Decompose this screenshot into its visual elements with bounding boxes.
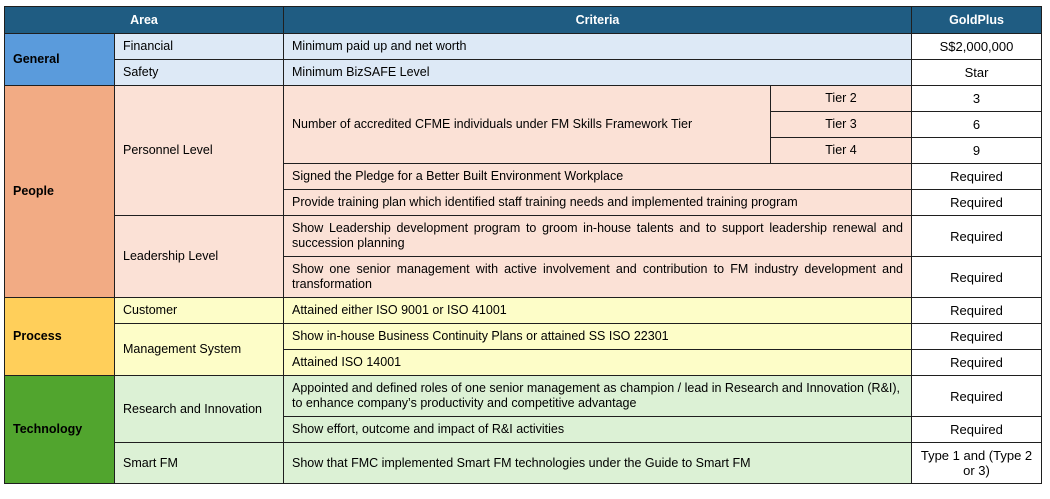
- value-customer: Required: [912, 298, 1042, 324]
- value-effort: Required: [912, 417, 1042, 443]
- sub-area-personnel: Personnel Level: [115, 86, 284, 216]
- sub-area-research: Research and Innovation: [115, 376, 284, 443]
- table-row: [5, 86, 1042, 112]
- area-people: People: [5, 86, 115, 298]
- tier-label: Tier 3: [771, 112, 912, 138]
- header-area: Area: [5, 7, 284, 34]
- value-safety: Star: [912, 60, 1042, 86]
- value-financial: S$2,000,000: [912, 34, 1042, 60]
- sub-area-customer: Customer: [115, 298, 284, 324]
- table-row: [5, 34, 1042, 60]
- criteria-effort: Show effort, outcome and impact of R&I activities: [284, 417, 912, 443]
- table-row: [5, 443, 1042, 484]
- criteria-customer: Attained either ISO 9001 or ISO 41001: [284, 298, 912, 324]
- criteria-leadership-involvement: Show one senior management with active involvement and contribution to FM industry development and transformation: [284, 257, 912, 298]
- sub-area-leadership: Leadership Level: [115, 216, 284, 298]
- criteria-champion: Appointed and defined roles of one senior management as champion / lead in Research and Innovation (R&I), to enhance company’s productivity and competitive advantage: [284, 376, 912, 417]
- criteria-leadership-program: Show Leadership development program to groom in-house talents and to support leadership renewal and succession planning: [284, 216, 912, 257]
- criteria-financial: Minimum paid up and net worth: [284, 34, 912, 60]
- value-leadership-involvement: Required: [912, 257, 1042, 298]
- criteria-bcp: Show in-house Business Continuity Plans or attained SS ISO 22301: [284, 324, 912, 350]
- tier-value: 9: [912, 138, 1042, 164]
- value-training: Required: [912, 190, 1042, 216]
- table-row: [5, 324, 1042, 350]
- header-goldplus: GoldPlus: [912, 7, 1042, 34]
- sub-area-safety: Safety: [115, 60, 284, 86]
- area-general: General: [5, 34, 115, 86]
- header-criteria: Criteria: [284, 7, 912, 34]
- area-process: Process: [5, 298, 115, 376]
- value-iso14001: Required: [912, 350, 1042, 376]
- sub-area-financial: Financial: [115, 34, 284, 60]
- value-smart-fm: Type 1 and (Type 2 or 3): [912, 443, 1042, 484]
- criteria-training: Provide training plan which identified staff training needs and implemented training program: [284, 190, 912, 216]
- table-row: [5, 60, 1042, 86]
- table-row: [5, 376, 1042, 417]
- header-row: [5, 7, 1042, 34]
- tier-value: 6: [912, 112, 1042, 138]
- sub-area-management-system: Management System: [115, 324, 284, 376]
- criteria-iso14001: Attained ISO 14001: [284, 350, 912, 376]
- table-row: [5, 298, 1042, 324]
- tier-value: 3: [912, 86, 1042, 112]
- criteria-pledge: Signed the Pledge for a Better Built Environment Workplace: [284, 164, 912, 190]
- sub-area-smart-fm: Smart FM: [115, 443, 284, 484]
- criteria-smart-fm: Show that FMC implemented Smart FM technologies under the Guide to Smart FM: [284, 443, 912, 484]
- criteria-table: [4, 6, 1042, 484]
- tier-label: Tier 4: [771, 138, 912, 164]
- value-champion: Required: [912, 376, 1042, 417]
- value-bcp: Required: [912, 324, 1042, 350]
- value-pledge: Required: [912, 164, 1042, 190]
- area-technology: Technology: [5, 376, 115, 484]
- table-row: [5, 216, 1042, 257]
- value-leadership-program: Required: [912, 216, 1042, 257]
- criteria-cfme: Number of accredited CFME individuals under FM Skills Framework Tier: [284, 86, 771, 164]
- tier-label: Tier 2: [771, 86, 912, 112]
- criteria-safety: Minimum BizSAFE Level: [284, 60, 912, 86]
